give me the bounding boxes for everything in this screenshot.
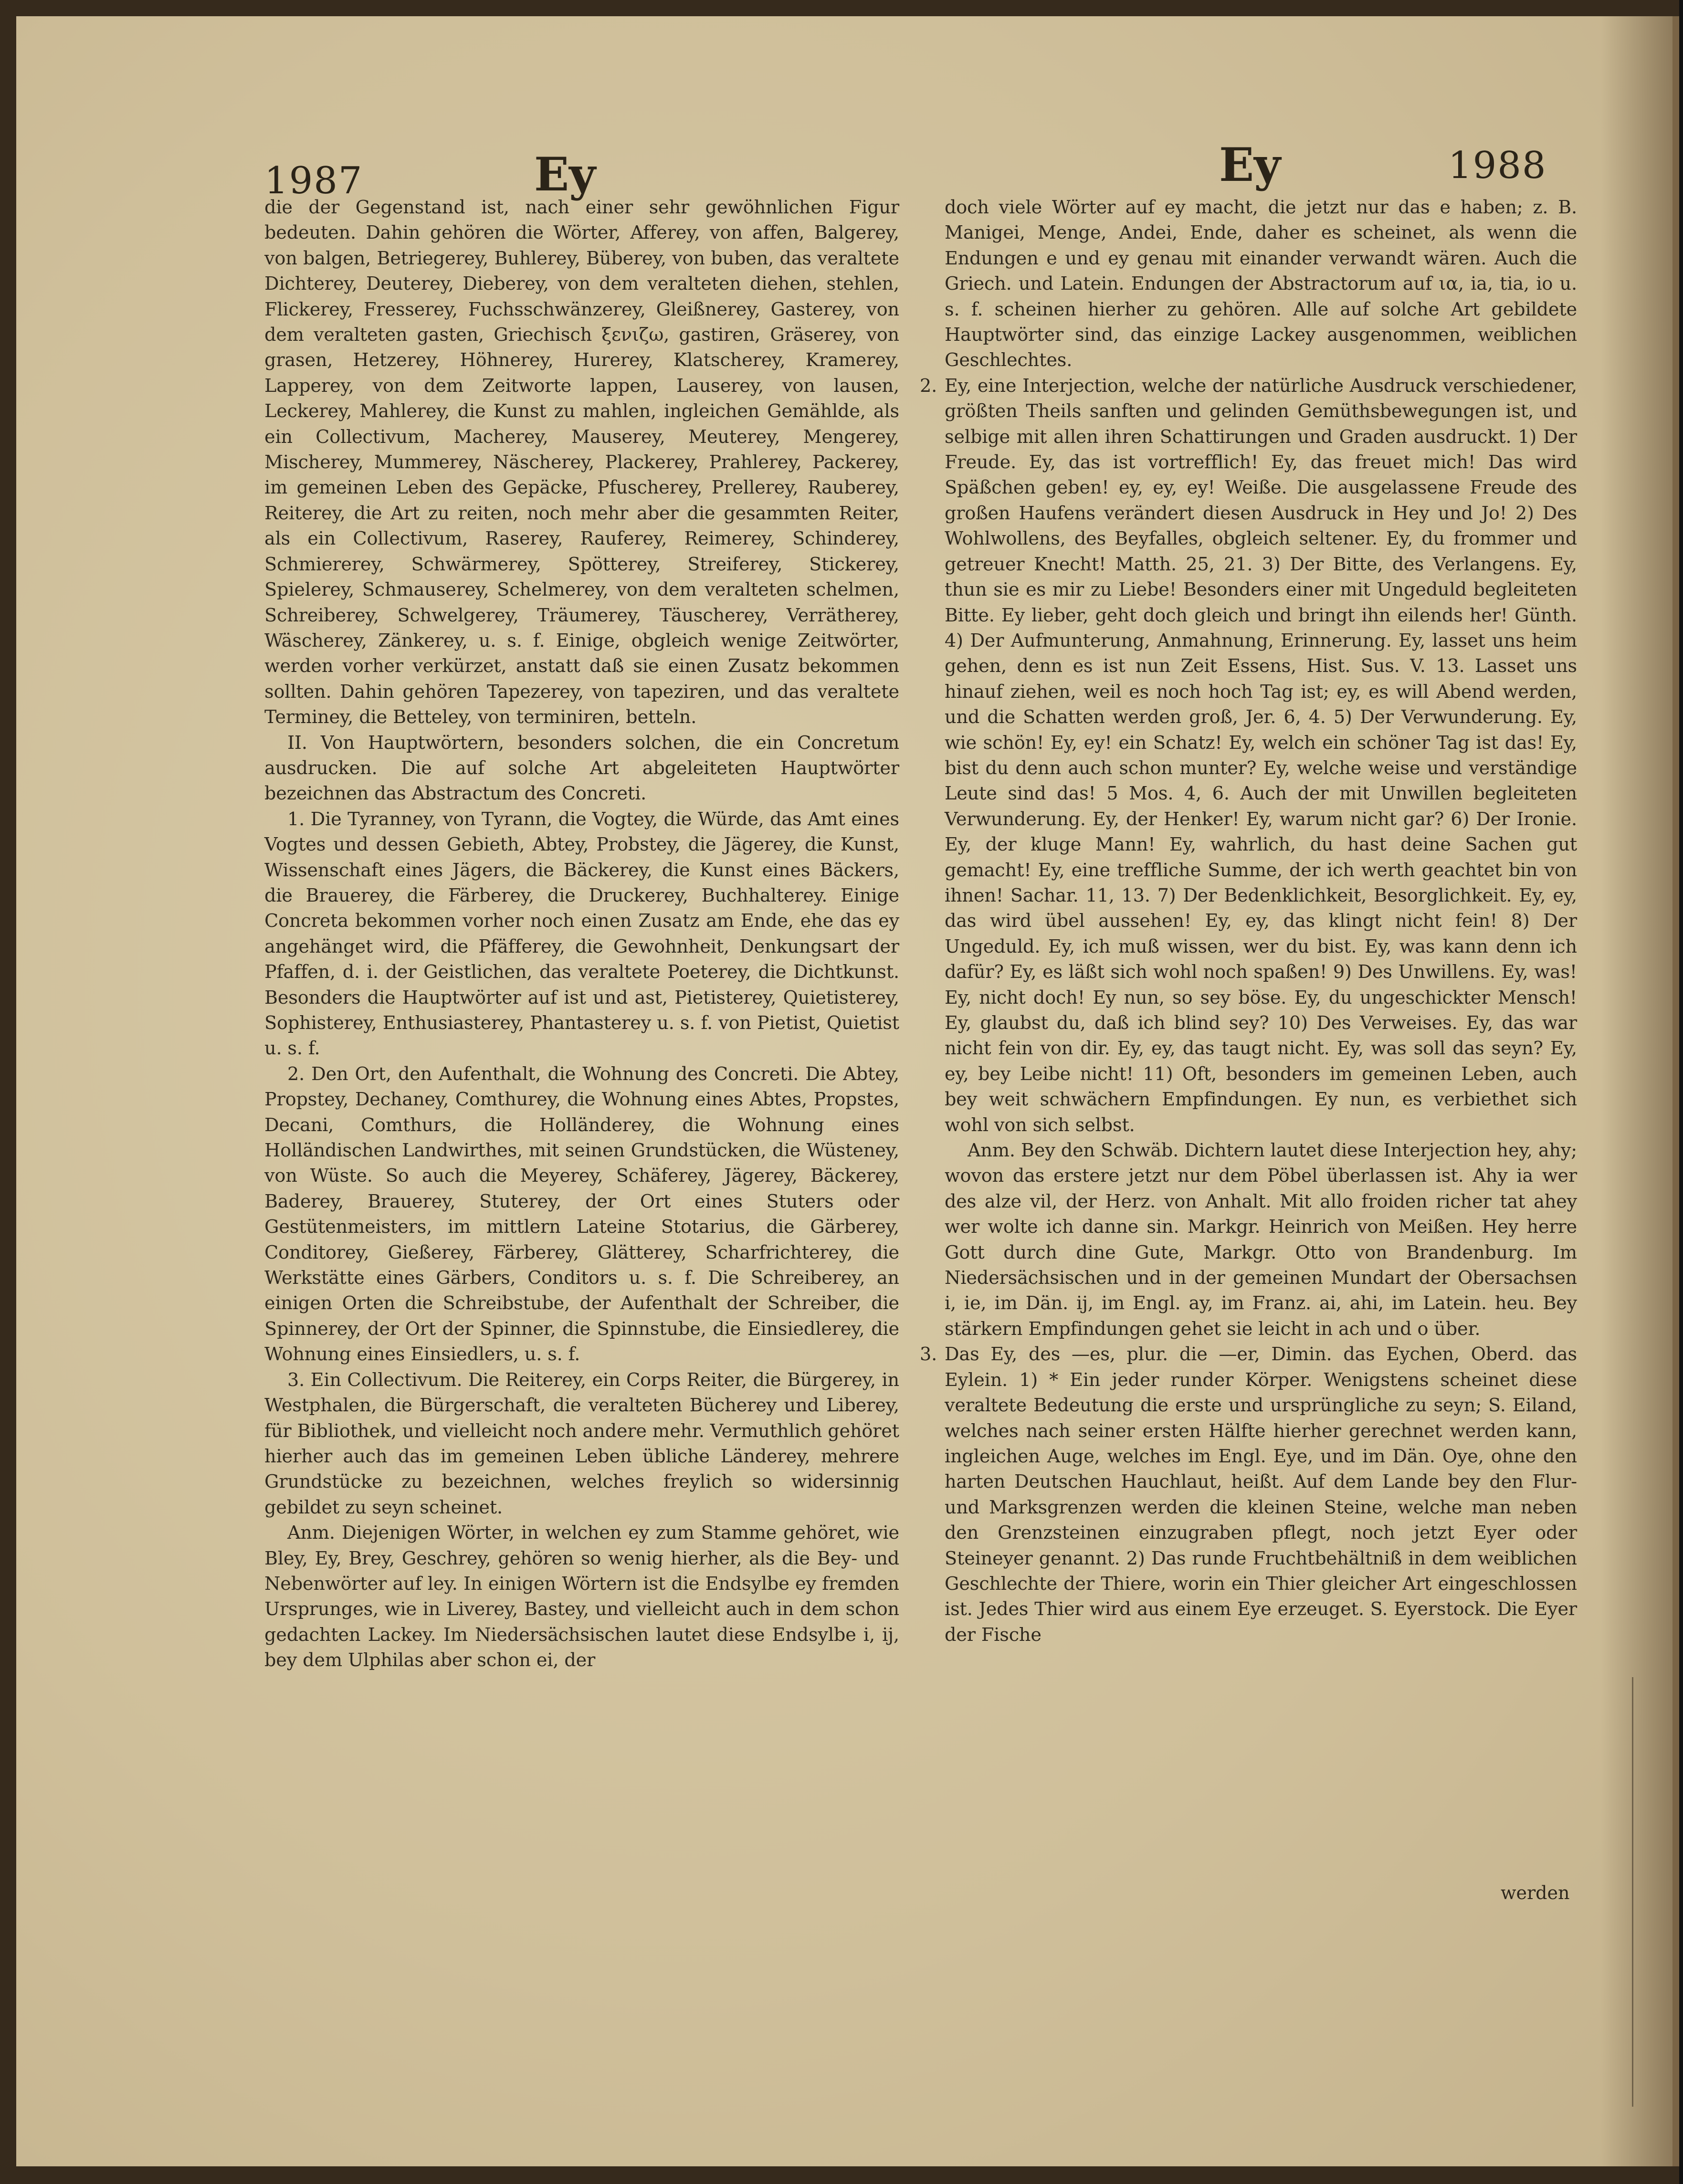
right-page-number: 1988 [1448, 144, 1547, 187]
page-gutter-shadow [1601, 16, 1672, 2166]
left-column-paragraph: 2. Den Ort, den Aufenthalt, die Wohnung des Concreti. Die Abtey, Propstey, Dechaney, Comthurey, die Wohnung eines Abtes, Propstes, Decani, Comthurs, die Holländerey, die Wohnung eines Holländischen Landwirthes, mit seinen Grundstücken, die Wüsteney, von Wüste. So auch die Meyerey, Schäferey, Jägerey, Bäckerey, Baderey, Brauerey, Stuterey, der Ort eines Stuters oder Gestütenmeisters, im mittlern Lateine Stotarius, die Gärberey, Conditorey, Gießerey, Färberey, Glätterey, Scharfrichterey, die Werkstätte eines Gärbers, Conditors u. s. f. Die Schreiberey, an einigen Orten die Schreibstube, der Aufenthalt der Schreiber, die Spinnerey, der Ort der Spinner, die Spinnstube, die Einsiedlerey, die Wohnung eines Einsiedlers, u. s. f. [264, 1063, 899, 1365]
left-column-paragraph: Anm. Diejenigen Wörter, in welchen ey zum Stamme gehöret, wie Bley, Ey, Brey, Geschrey, gehören so wenig hierher, als die Bey- und Nebenwörter auf ley. In einigen Wörtern ist die Endsylbe ey fremden Ursprunges, wie in Liverey, Bastey, und vielleicht auch in dem schon gedachten Lackey. Im Niedersächsischen lautet diese Endsylbe i, ij, bey dem Ulphilas aber schon ei, der [264, 1522, 899, 1671]
margin-rule [1632, 1677, 1633, 2107]
right-text-column [945, 195, 1577, 1648]
left-column-paragraph: 3. Ein Collectivum. Die Reiterey, ein Corps Reiter, die Bürgerey, in Westphalen, die Bürgerschaft, die veralteten Bücherey und Liberey, für Bibliothek, und vielleicht noch andere mehr. Vermuthlich gehöret hierher auch das im gemeinen Leben übliche Länderey, mehrere Grundstücke zu bezeichnen, welches freylich so widersinnig gebildet zu seyn scheinet. [264, 1369, 899, 1518]
right-running-head: Ey [1219, 138, 1281, 192]
right-column-paragraph: 3. Das Ey, des —es, plur. die —er, Dimin. das Eychen, Oberd. das Eylein. 1) * Ein jeder runder Körper. Wenigstens scheinet diese veraltete Bedeutung die erste und ursprüngliche zu seyn; S. Eiland, welches nach seiner ersten Hälfte hierher gerechnet werden kann, ingleichen Auge, welches im Engl. Eye, und im Dän. Oye, ohne den harten Deutschen Hauchlaut, heißt. Auf dem Lande bey den Flur- und Marksgrenzen werden die kleinen Steine, welche man neben den Grenzsteinen einzugraben pflegt, noch jetzt Eyer oder Steineyer genannt. 2) Das runde Fruchtbehältniß in dem weiblichen Geschlechte der Thiere, worin ein Thier gleicher Art eingeschlossen ist. Jedes Thier wird aus einem Eye erzeuget. S. Eyerstock. Die Eyer der Fische [945, 1342, 1577, 1648]
left-column-paragraph: die der Gegenstand ist, nach einer sehr gewöhnlichen Figur bedeuten. Dahin gehören die Wörter, Afferey, von affen, Balgerey, von balgen, Betriegerey, Buhlerey, Büberey, von buben, das veraltete Dichterey, Deuterey, Dieberey, von dem veralteten diehen, stehlen, Flickerey, Fresserey, Fuchsschwänzerey, Gleißnerey, Gasterey, von dem veralteten gasten, Griechisch ξενιζω, gastiren, Gräserey, von grasen, Hetzerey, Höhnerey, Hurerey, Klatscherey, Kramerey, Lapperey, von dem Zeitworte lappen, Lauserey, von lausen, Leckerey, Mahlerey, die Kunst zu mahlen, ingleichen Gemählde, als ein Collectivum, Macherey, Mauserey, Meuterey, Mengerey, Mischerey, Mummerey, Näscherey, Plackerey, Prahlerey, Packerey, im gemeinen Leben des Gepäcke, Pfuscherey, Prellerey, Rauberey, Reiterey, die Art zu reiten, noch mehr aber die gesammten Reiter, als ein Collectivum, Raserey, Rauferey, Reimerey, Schinderey, Schmiererey, Schwärmerey, Spötterey, Streiferey, Stickerey, Spielerey, Schmauserey, Schelmerey, von dem veralteten schelmen, Schreiberey, Schwelgerey, Träumerey, Täuscherey, Verrätherey, Wäscherey, Zänkerey, u. s. f. Einige, obgleich wenige Zeitwörter, werden vorher verkürzet, anstatt daß sie einen Zusatz bekommen sollten. Dahin gehören Tapezerey, von tapeziren, und das veraltete Terminey, die Betteley, von terminiren, betteln. [264, 197, 899, 728]
left-running-head: Ey [534, 147, 596, 201]
left-column-paragraph: II. Von Hauptwörtern, besonders solchen, die ein Concretum ausdrucken. Die auf solche Art abgeleiteten Hauptwörter bezeichnen das Abstractum des Concreti. [264, 732, 899, 805]
right-column-paragraph: 2. Ey, eine Interjection, welche der natürliche Ausdruck verschiedener, größten Theils sanften und gelinden Gemüthsbewegungen ist, und selbige mit allen ihren Schattirungen und Graden ausdruckt. 1) Der Freude. Ey, das ist vortrefflich! Ey, das freuet mich! Das wird Späßchen geben! ey, ey, ey! Weiße. Die ausgelassene Freude des großen Haufens verändert diesen Ausdruck in Hey und Jo! 2) Des Wohlwollens, des Beyfalles, obgleich seltener. Ey, du frommer und getreuer Knecht! Matth. 25, 21. 3) Der Bitte, des Verlangens. Ey, thun sie es mir zu Liebe! Besonders einer mit Ungeduld begleiteten Bitte. Ey lieber, geht doch gleich und bringt ihn eilends her! Günth. 4) Der Aufmunterung, Anmahnung, Erinnerung. Ey, lasset uns heim gehen, denn es ist nun Zeit Essens, Hist. Sus. V. 13. Lasset uns hinauf ziehen, weil es noch hoch Tag ist; ey, es will Abend werden, und die Schatten werden groß, Jer. 6, 4. 5) Der Verwunderung. Ey, wie schön! Ey, ey! ein Schatz! Ey, welch ein schöner Tag ist das! Ey, bist du denn auch schon munter? Ey, welche weise und verständige Leute sind das! 5 Mos. 4, 6. Auch der mit Unwillen begleiteten Verwunderung. Ey, der Henker! Ey, warum nicht gar? 6) Der Ironie. Ey, der kluge Mann! Ey, wahrlich, du hast deine Sachen gut gemacht! Ey, eine treffliche Summe, der ich werth geachtet bin von ihnen! Sachar. 11, 13. 7) Der Bedenklichkeit, Besorglichkeit. Ey, ey, das wird übel aussehen! Ey, ey, das klingt nicht fein! 8) Der Ungeduld. Ey, ich muß wissen, wer du bist. Ey, was kann denn ich dafür? Ey, es läßt sich wohl noch spaßen! 9) Des Unwillens. Ey, was! Ey, nicht doch! Ey nun, so sey böse. Ey, du ungeschickter Mensch! Ey, glaubst du, daß ich blind sey? 10) Des Verweises. Ey, das war nicht fein von dir. Ey, ey, das taugt nicht. Ey, was soll das seyn? Ey, ey, bey Leibe nicht! 11) Oft, besonders im gemeinen Leben, auch bey weit schwächern Empfindungen. Ey nun, es verbiethet sich wohl von sich selbst. [945, 374, 1577, 1138]
left-page-number: 1987 [264, 159, 363, 202]
right-column-paragraph: doch viele Wörter auf ey macht, die jetzt nur das e haben; z. B. Manigei, Menge, Andei, Ende, daher es scheinet, als wenn die Endungen e und ey genau mit einander verwandt wären. Auch die Griech. und Latein. Endungen der Abstractorum auf ια, ia, tia, io u. s. f. scheinen hierher zu gehören. Alle auf solche Art gebildete Hauptwörter sind, das einzige Lackey ausgenommen, weiblichen Geschlechtes. [945, 197, 1577, 371]
left-text-column [264, 195, 899, 1674]
left-column-paragraph: 1. Die Tyranney, von Tyrann, die Vogtey, die Würde, das Amt eines Vogtes und dessen Gebieth, Abtey, Probstey, die Jägerey, die Kunst, Wissenschaft eines Jägers, die Bäckerey, die Kunst eines Bäckers, die Brauerey, die Färberey, die Druckerey, Buchhalterey. Einige Concreta bekommen vorher noch einen Zusatz am Ende, ehe das ey angehänget wird, die Pfäfferey, die Gewohnheit, Denkungsart der Pfaffen, d. i. der Geistlichen, das veraltete Poeterey, die Dichtkunst. Besonders die Hauptwörter auf ist und ast, Pietisterey, Quietisterey, Sophisterey, Enthusiasterey, Phantasterey u. s. f. von Pietist, Quietist u. s. f. [264, 808, 899, 1060]
right-column-paragraph: Anm. Bey den Schwäb. Dichtern lautet diese Interjection hey, ahy; wovon das erstere jetzt nur dem Pöbel überlassen ist. Ahy ia wer des alze vil, der Herz. von Anhalt. Mit allo froiden richer tat ahey wer wolte ich danne sin. Markgr. Heinrich von Meißen. Hey herre Gott durch dine Gute, Markgr. Otto von Brandenburg. Im Niedersächsischen und in der gemeinen Mundart der Obersachsen i, ie, im Dän. ij, im Engl. ay, im Franz. ai, ahi, im Latein. heu. Bey stärkern Empfindungen gehet sie leicht in ach und o über. [945, 1140, 1577, 1340]
catchword: werden [1501, 1882, 1570, 1903]
paper-page [16, 16, 1681, 2166]
binding-edge [1679, 0, 1683, 2184]
